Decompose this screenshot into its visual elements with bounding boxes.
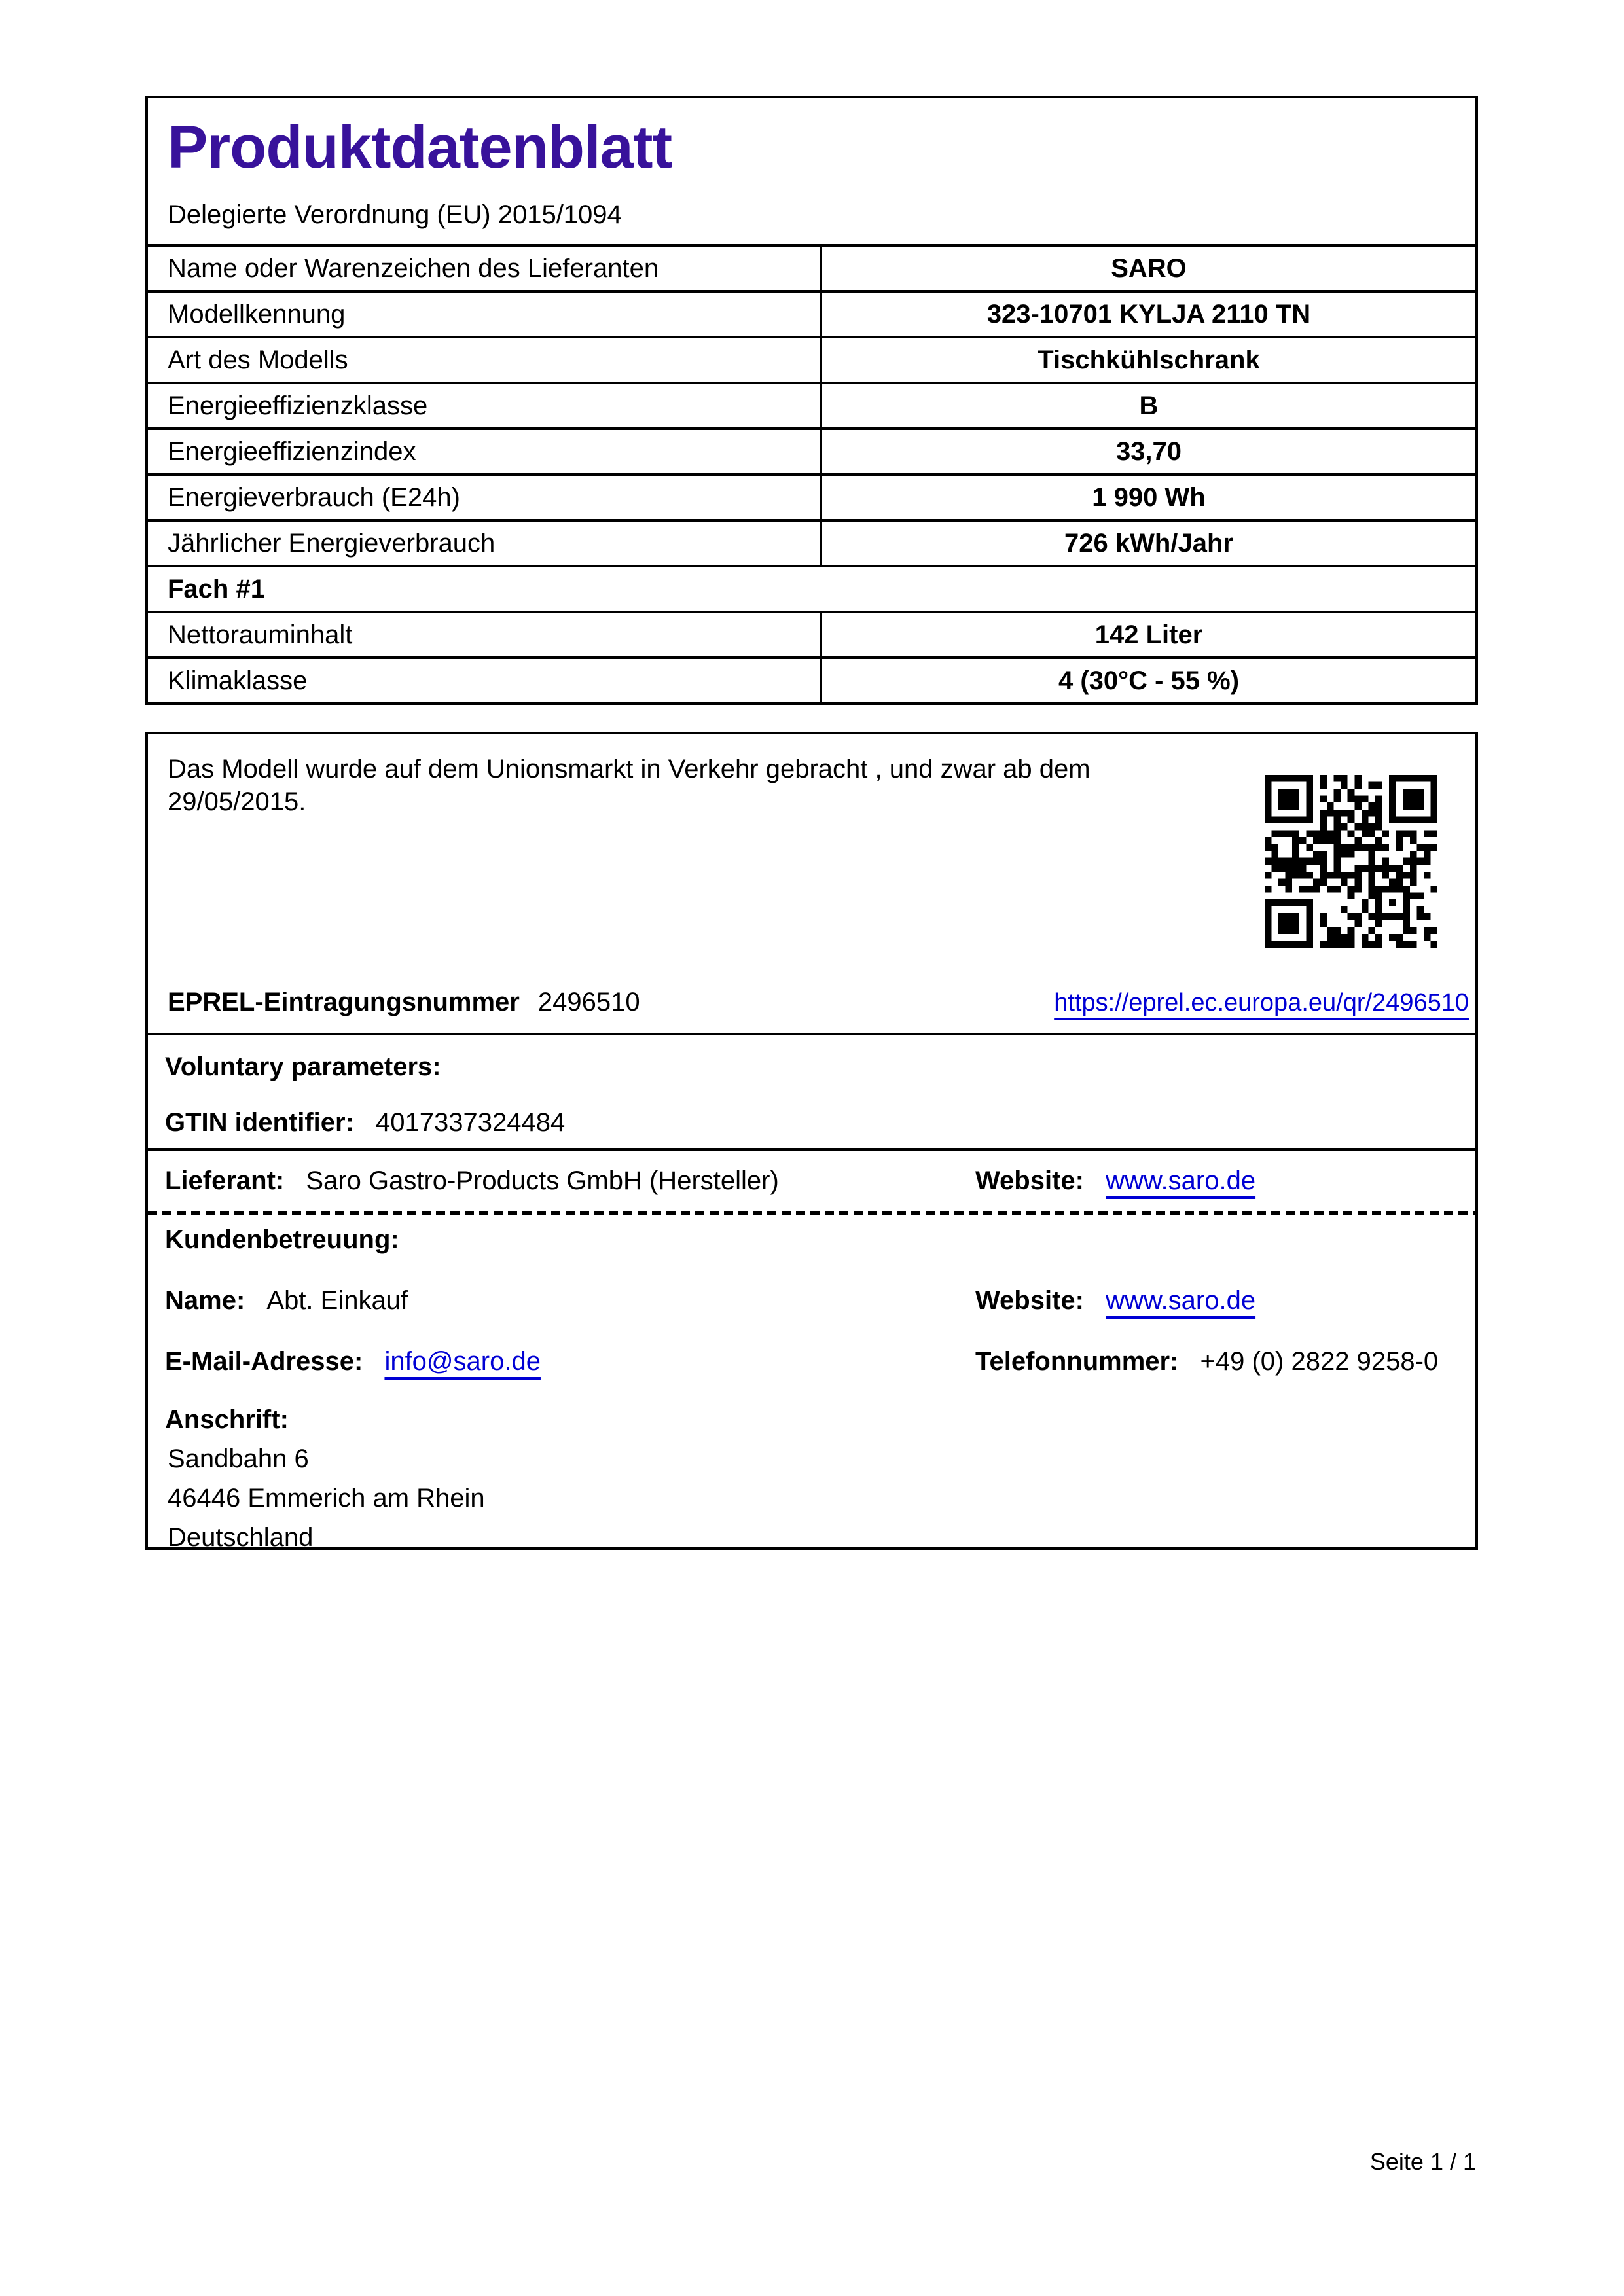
- row-label: Energieverbrauch (E24h): [168, 482, 460, 512]
- support-email-cell: [165, 1347, 975, 1376]
- name-label: Name:: [165, 1286, 245, 1315]
- row-label: Energieeffizienzklasse: [168, 391, 428, 420]
- phone-value: +49 (0) 2822 9258-0: [1200, 1347, 1439, 1376]
- row-value: 323-10701 KYLJA 2110 TN: [820, 293, 1475, 336]
- row-label: Art des Modells: [168, 345, 348, 374]
- table-row: [148, 473, 1475, 519]
- table-row: [148, 336, 1475, 382]
- table-row: [148, 427, 1475, 473]
- gtin-label: GTIN identifier:: [165, 1108, 354, 1137]
- row-value: B: [820, 384, 1475, 427]
- qr-code: [1265, 775, 1437, 948]
- support-row: [165, 1347, 1456, 1376]
- support-row: [165, 1286, 1456, 1316]
- row-value: 33,70: [820, 430, 1475, 473]
- supplier-website-cell: [975, 1166, 1456, 1196]
- support-phone-cell: [975, 1347, 1456, 1376]
- row-label: Name oder Warenzeichen des Lieferanten: [168, 253, 659, 283]
- support-section: [148, 1215, 1475, 1552]
- voluntary-heading: Voluntary parameters:: [165, 1052, 441, 1081]
- row-value: Tischkühlschrank: [820, 338, 1475, 382]
- info-box: [145, 732, 1478, 1550]
- supplier-cell: [165, 1166, 975, 1196]
- eprel-link[interactable]: https://eprel.ec.europa.eu/qr/2496510: [1054, 989, 1469, 1016]
- website-link[interactable]: www.saro.de: [1106, 1286, 1256, 1315]
- table-row: [148, 244, 1475, 290]
- address-block: [165, 1405, 1456, 1552]
- row-value: 726 kWh/Jahr: [820, 522, 1475, 565]
- market-release-text: Das Modell wurde auf dem Unionsmarkt in Verkehr gebracht , und zwar ab dem 29/05/2015.: [168, 755, 1091, 816]
- table-row: [148, 290, 1475, 336]
- row-label: Nettorauminhalt: [168, 620, 353, 649]
- supplier-label: Lieferant:: [165, 1166, 285, 1195]
- website-label: Website:: [975, 1286, 1084, 1315]
- regulation-subtitle: Delegierte Verordnung (EU) 2015/1094: [168, 200, 622, 230]
- spec-table: [145, 96, 1478, 705]
- table-row: [148, 611, 1475, 656]
- row-label: Klimaklasse: [168, 666, 308, 695]
- table-row: [148, 382, 1475, 427]
- row-label: Jährlicher Energieverbrauch: [168, 528, 496, 558]
- supplier-value: Saro Gastro-Products GmbH (Hersteller): [306, 1166, 779, 1195]
- support-name-cell: [165, 1286, 975, 1316]
- eprel-row: [168, 988, 1469, 1017]
- table-row: [148, 519, 1475, 565]
- support-website-cell: [975, 1286, 1456, 1316]
- address-heading: Anschrift:: [165, 1405, 289, 1434]
- website-link[interactable]: www.saro.de: [1106, 1166, 1256, 1195]
- eprel-number: 2496510: [537, 988, 640, 1016]
- row-value: SARO: [820, 247, 1475, 290]
- row-label: Modellkennung: [168, 299, 346, 329]
- page-title: Produktdatenblatt: [168, 114, 672, 181]
- voluntary-section: [148, 1035, 1475, 1151]
- gtin-value: 4017337324484: [376, 1108, 566, 1137]
- compartment-section-header: Fach #1: [148, 565, 1475, 611]
- table-row: [148, 656, 1475, 702]
- supplier-row: [148, 1151, 1475, 1211]
- email-label: E-Mail-Adresse:: [165, 1347, 363, 1376]
- page-number: Seite 1 / 1: [1369, 2148, 1476, 2175]
- row-value: 4 (30°C - 55 %): [820, 659, 1475, 702]
- row-value: 1 990 Wh: [820, 476, 1475, 519]
- name-value: Abt. Einkauf: [266, 1286, 408, 1315]
- gtin-line: [165, 1108, 1456, 1138]
- eprel-label: EPREL-Eintragungsnummer: [168, 988, 520, 1016]
- title-block: [148, 98, 1475, 244]
- email-link[interactable]: info@saro.de: [384, 1347, 541, 1376]
- address-line: Deutschland: [168, 1523, 314, 1552]
- row-value: 142 Liter: [820, 613, 1475, 656]
- address-line: Sandbahn 6: [168, 1444, 309, 1473]
- phone-label: Telefonnummer:: [975, 1347, 1179, 1376]
- row-label: Energieeffizienzindex: [168, 437, 416, 466]
- support-heading: Kundenbetreuung:: [165, 1225, 399, 1254]
- address-line: 46446 Emmerich am Rhein: [168, 1484, 485, 1513]
- market-release-section: [148, 734, 1475, 1035]
- website-label: Website:: [975, 1166, 1084, 1195]
